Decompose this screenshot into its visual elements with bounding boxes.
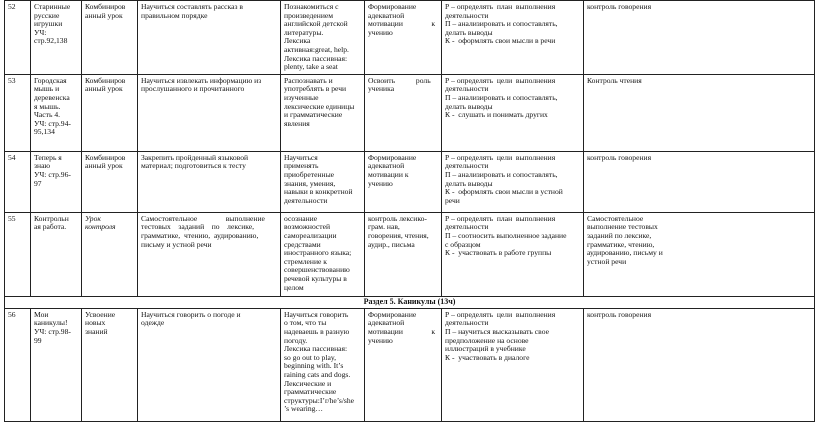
cell-line: контроль говорения — [587, 2, 652, 11]
table-row-54 — [5, 151, 815, 212]
lesson-control — [584, 212, 815, 296]
cell-line: русские — [34, 10, 60, 20]
cell-line: адекватной — [368, 318, 405, 328]
cell-line: английской детской — [284, 19, 348, 29]
cell-line: Р – определять план выполнения — [445, 2, 556, 11]
cell-line: тестовых заданий по лексике, — [141, 222, 255, 232]
lesson-goal — [138, 212, 281, 296]
cell-line: контроль говорения — [587, 152, 652, 162]
cell-line: возможностей — [284, 222, 331, 232]
table-row-56 — [5, 308, 815, 421]
cell-line: учению — [368, 27, 393, 37]
cell-line: 99 — [34, 335, 42, 345]
cell-line: П – анализировать и сопоставлять, — [445, 19, 558, 29]
lesson-uud — [442, 212, 584, 296]
lesson-uud — [442, 74, 584, 151]
lesson-motivation — [365, 151, 442, 212]
cell-line: Научиться извлекать информацию из — [141, 75, 262, 85]
lesson-type — [82, 151, 138, 212]
cell-line: иностранного языка; — [284, 248, 352, 258]
cell-line: П – научиться высказывать свое — [445, 326, 549, 336]
lesson-topic — [31, 74, 82, 151]
lesson-number: 56 — [5, 308, 31, 421]
cell-line: явления — [284, 118, 310, 128]
table-row-52 — [5, 1, 815, 75]
cell-line: Часть 4. — [34, 110, 61, 120]
lesson-control — [584, 151, 815, 212]
lesson-content — [281, 212, 365, 296]
cell-line: Научиться — [284, 152, 318, 162]
cell-line: Лексические и — [284, 378, 332, 388]
cell-line: Теперь я — [34, 152, 62, 162]
lesson-type — [82, 308, 138, 421]
cell-line: Формирование — [368, 2, 417, 11]
cell-line: одежде — [141, 318, 165, 328]
lesson-goal — [138, 1, 281, 75]
lesson-goal — [138, 308, 281, 421]
cell-line: raining cats and dogs. — [284, 369, 351, 379]
cell-line: с образцом — [445, 239, 481, 249]
lesson-content — [281, 74, 365, 151]
cell-line: совершенствованию — [284, 265, 350, 275]
cell-line: грамматические — [284, 387, 337, 397]
cell-line: Лексика пассивная: — [284, 53, 348, 63]
lesson-motivation — [365, 212, 442, 296]
cell-line: о том, что ты — [284, 318, 327, 328]
lesson-control — [584, 74, 815, 151]
section-header-row — [5, 296, 815, 308]
cell-line: знаю — [34, 161, 51, 171]
cell-line: новых — [85, 318, 106, 328]
cell-line: Формирование — [368, 152, 417, 162]
cell-line: стремление к — [284, 256, 328, 266]
cell-line: самореализации — [284, 230, 337, 240]
cell-line: Освоить роль — [368, 75, 431, 85]
cell-line: средствами — [284, 239, 321, 249]
cell-line: Старинные — [34, 2, 71, 11]
lesson-type — [82, 1, 138, 75]
cell-line: П – анализировать и сопоставлять, — [445, 169, 558, 179]
lesson-topic — [31, 308, 82, 421]
cell-line: деятельности — [445, 84, 489, 94]
cell-line: приобретенные — [284, 169, 335, 179]
cell-line: надеваешь в разную — [284, 326, 350, 336]
cell-line: каникулы! — [34, 318, 68, 328]
cell-line: лексические единицы — [284, 101, 355, 111]
cell-line: К - участвовать в диалоге — [445, 352, 530, 362]
table-row-53 — [5, 74, 815, 151]
lesson-number: 54 — [5, 151, 31, 212]
cell-line: изученные — [284, 92, 319, 102]
cell-line: письму и устной речи — [141, 239, 212, 249]
cell-line: П – соотносить выполненное задание — [445, 230, 567, 240]
cell-line: контроля — [85, 222, 116, 232]
cell-line: деревенска — [34, 92, 70, 102]
lesson-motivation — [365, 308, 442, 421]
cell-line: мотивации к — [368, 19, 436, 29]
cell-line: учению — [368, 178, 393, 188]
cell-line: УЧ: стр.98- — [34, 326, 71, 336]
cell-line: Комбиниров — [85, 2, 126, 11]
cell-line: произведением — [284, 10, 334, 20]
cell-line: осознание — [284, 213, 318, 223]
lesson-topic — [31, 1, 82, 75]
cell-line: анный урок — [85, 10, 123, 20]
cell-line: К - участвовать в работе группы — [445, 248, 552, 258]
cell-line: Самостоятельное выполнение — [141, 213, 265, 223]
cell-line: ая работа. — [34, 222, 67, 232]
cell-line: речевой культуры в — [284, 273, 347, 283]
cell-line: речи — [445, 195, 460, 205]
cell-line: прослушанного и прочитанного — [141, 84, 245, 94]
lesson-type — [82, 212, 138, 296]
cell-line: анный урок — [85, 84, 123, 94]
lesson-control — [584, 308, 815, 421]
cell-line: структуры:I’r/he’s/she — [284, 395, 355, 405]
cell-line: Р – определять цели выполнения — [445, 309, 556, 319]
cell-line: выполнение тестовых — [587, 222, 658, 232]
cell-line: УЧ: стр.94- — [34, 118, 71, 128]
cell-line: погоду. — [284, 335, 308, 345]
cell-line: Городская — [34, 75, 67, 85]
cell-line: иллюстраций в учебнике — [445, 344, 526, 354]
cell-line: мотивации к — [368, 326, 436, 336]
cell-line: К - слушать и понимать других — [445, 110, 548, 120]
cell-line: употреблять в речи — [284, 84, 347, 94]
cell-line: деятельности — [445, 10, 489, 20]
cell-line: ученика — [368, 84, 395, 94]
cell-line: so go out to play, — [284, 352, 337, 362]
cell-line: Р – определять план выполнения — [445, 213, 556, 223]
lesson-content — [281, 1, 365, 75]
cell-line: деятельности — [445, 318, 489, 328]
cell-line: Закрепить пройденный языковой — [141, 152, 249, 162]
cell-line: Научиться говорить о погоде и — [141, 309, 241, 319]
cell-line: мышь и — [34, 84, 60, 94]
cell-line: Научиться говорить — [284, 309, 349, 319]
table-row-55 — [5, 212, 815, 296]
lesson-uud — [442, 308, 584, 421]
cell-line: аудир., письма — [368, 239, 415, 249]
cell-line: Комбиниров — [85, 75, 126, 85]
cell-line: Лексика пассивная: — [284, 344, 348, 354]
cell-line: Самостоятельное — [587, 213, 644, 223]
lesson-topic — [31, 212, 82, 296]
cell-line: применять — [284, 161, 319, 171]
lesson-number: 55 — [5, 212, 31, 296]
cell-line: аудированию, письму и — [587, 248, 663, 258]
cell-line: анный урок — [85, 161, 123, 171]
cell-line: Р – определять цели выполнения — [445, 75, 556, 85]
cell-line: говорения, чтения, — [368, 230, 429, 240]
cell-line: деятельности — [445, 161, 489, 171]
cell-line: устной речи — [587, 256, 627, 266]
cell-line: Р – определять цели выполнения — [445, 152, 556, 162]
cell-line: Комбиниров — [85, 152, 126, 162]
cell-line: целом — [284, 282, 304, 292]
cell-line: Распознавать и — [284, 75, 333, 85]
cell-line: контроль говорения — [587, 309, 652, 319]
lesson-type — [82, 74, 138, 151]
cell-line: Мои — [34, 309, 49, 319]
cell-line: Формирование — [368, 309, 417, 319]
cell-line: Лексика — [284, 36, 311, 46]
cell-line: правильном порядке — [141, 10, 208, 20]
cell-line: предположение на основе — [445, 335, 529, 345]
cell-line: учению — [368, 335, 393, 345]
cell-line: П – анализировать и сопоставлять, — [445, 92, 558, 102]
cell-line: грам. нав, — [368, 222, 400, 232]
lesson-goal — [138, 74, 281, 151]
cell-line: К - оформлять свои мысли в устной — [445, 187, 563, 197]
lesson-control — [584, 1, 815, 75]
cell-line: игрушки — [34, 19, 63, 29]
cell-line: адекватной — [368, 161, 405, 171]
cell-line: литературы. — [284, 27, 324, 37]
cell-line: beginning with. It’s — [284, 361, 344, 371]
cell-line: стр.92,138 — [34, 36, 68, 46]
cell-line: plenty, take a seat — [284, 62, 338, 72]
lesson-number: 52 — [5, 1, 31, 75]
lesson-uud — [442, 1, 584, 75]
cell-line: ’s wearing… — [284, 404, 324, 414]
cell-line: мотивации к — [368, 169, 409, 179]
cell-line: УЧ: стр.96- — [34, 169, 71, 179]
cell-line: заданий по лексике, — [587, 230, 652, 240]
cell-line: материал; подготовиться к тесту — [141, 161, 246, 171]
lesson-content — [281, 308, 365, 421]
cell-line: делать выводы — [445, 101, 493, 111]
cell-line: Урок — [85, 213, 101, 223]
cell-line: Усвоение — [85, 309, 116, 319]
cell-line: делать выводы — [445, 27, 493, 37]
lesson-uud — [442, 151, 584, 212]
cell-line: знаний — [85, 326, 108, 336]
cell-line: грамматике, чтению, аудированию, — [141, 230, 259, 240]
section-title: Раздел 5. Каникулы (13ч) — [5, 296, 815, 308]
cell-line: активная:great, help. — [284, 44, 349, 54]
cell-line: Познакомиться с — [284, 2, 339, 11]
cell-line: адекватной — [368, 10, 405, 20]
cell-line: 97 — [34, 178, 42, 188]
cell-line: Контрольн — [34, 213, 69, 223]
cell-line: знания, умения, — [284, 178, 336, 188]
lesson-topic — [31, 151, 82, 212]
cell-line: деятельности — [445, 222, 489, 232]
cell-line: Контроль чтения — [587, 75, 642, 85]
lesson-motivation — [365, 74, 442, 151]
cell-line: Научиться составлять рассказ в — [141, 2, 243, 11]
lesson-number: 53 — [5, 74, 31, 151]
cell-line: и грамматические — [284, 110, 343, 120]
cell-line: деятельности — [284, 195, 328, 205]
cell-line: делать выводы — [445, 178, 493, 188]
cell-line: 95,134 — [34, 127, 55, 137]
cell-line: контроль лексико- — [368, 213, 427, 223]
cell-line: грамматике, чтению, — [587, 239, 655, 249]
cell-line: я мышь. — [34, 101, 61, 111]
lesson-goal — [138, 151, 281, 212]
lesson-motivation — [365, 1, 442, 75]
cell-line: УЧ: — [34, 27, 47, 37]
lesson-plan-table — [4, 0, 815, 422]
cell-line: навыки в конкретной — [284, 187, 353, 197]
cell-line: К - оформлять свои мысли в речи — [445, 36, 556, 46]
lesson-content — [281, 151, 365, 212]
